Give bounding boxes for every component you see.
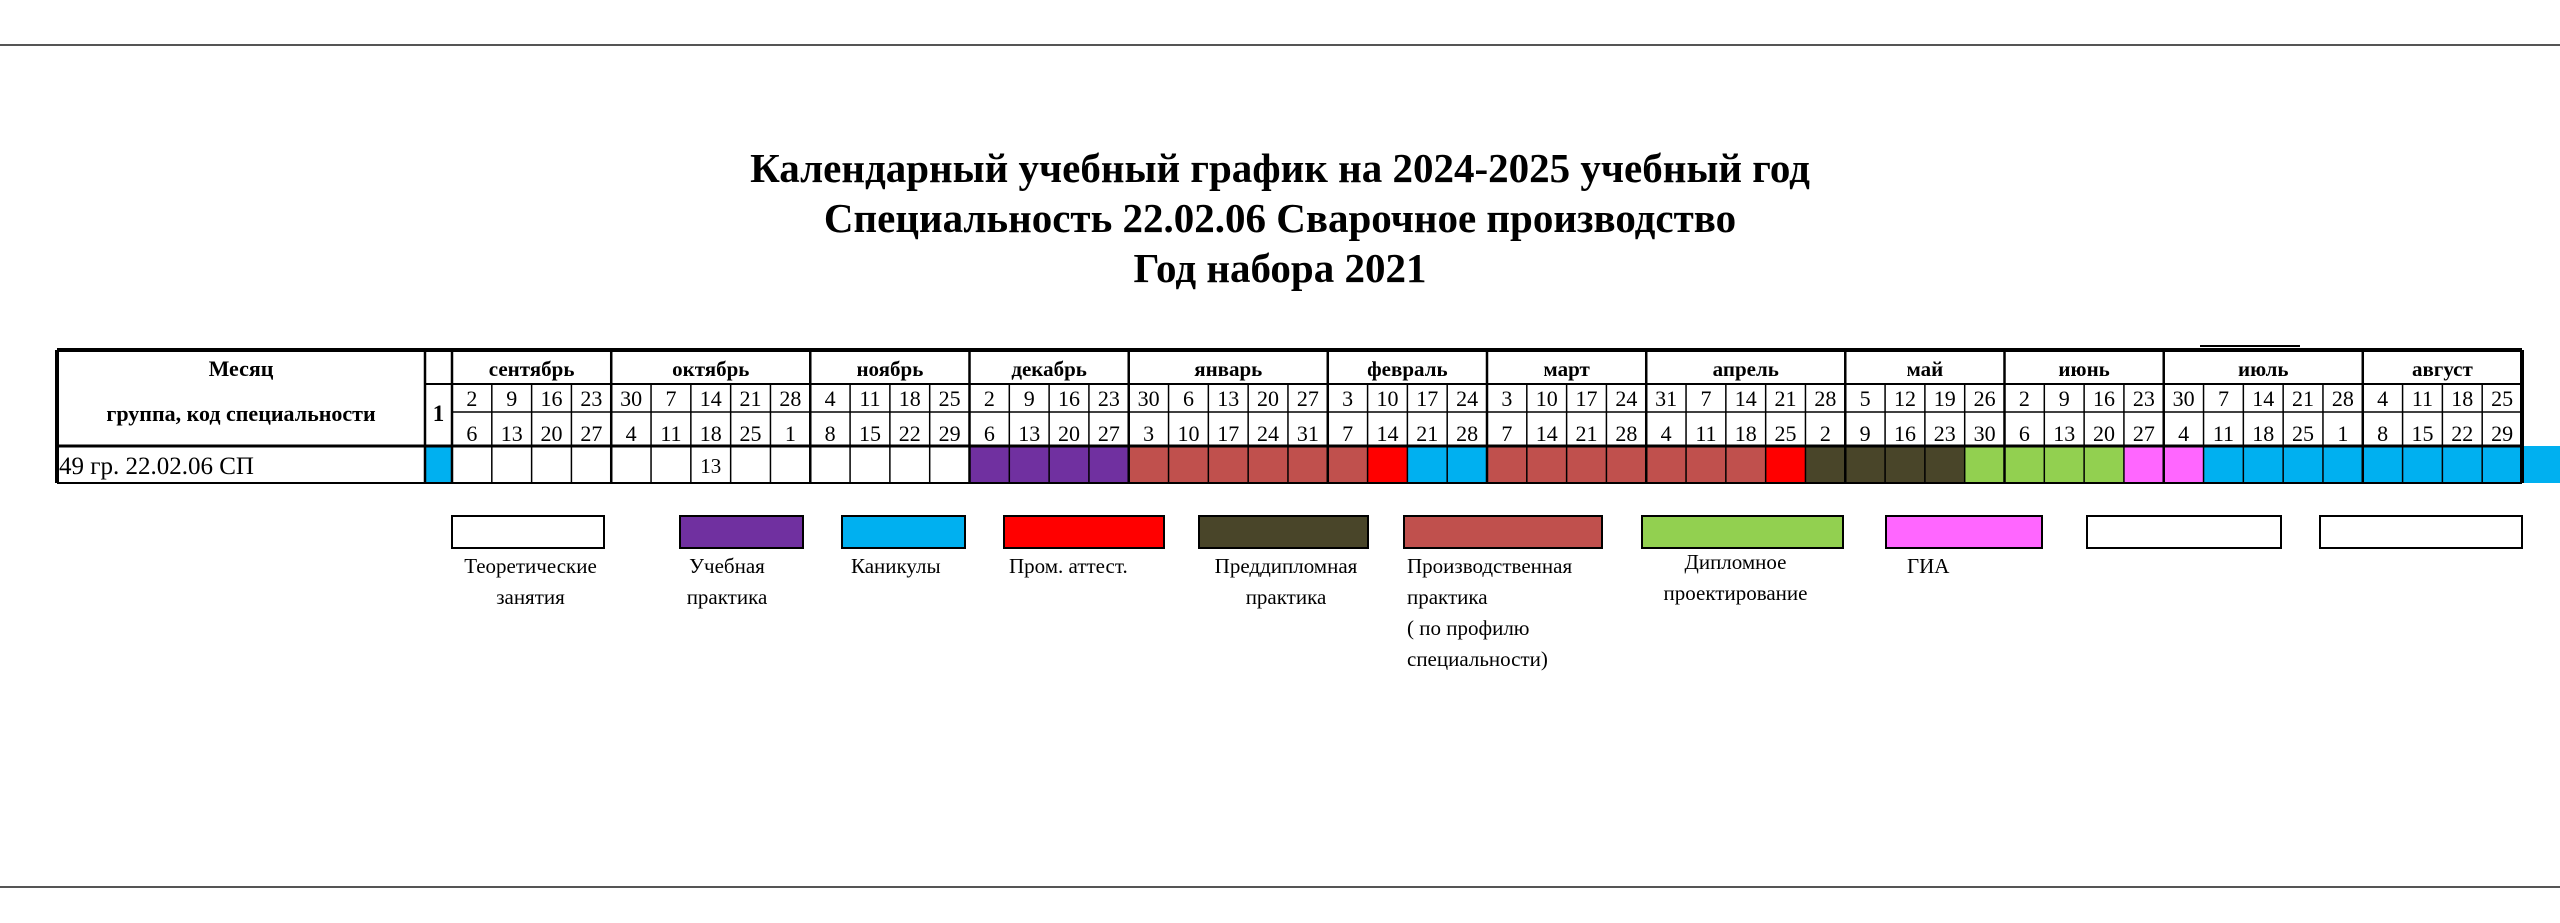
group-week-cell [1487, 446, 1527, 483]
legend-label-up: Учебная практика [686, 554, 768, 609]
week-start-date: 30 [2172, 386, 2195, 411]
week-end-date: 25 [739, 421, 762, 446]
group-week-cell [2124, 446, 2164, 483]
group-week-0-cell [425, 446, 452, 483]
week-end-date: 20 [2093, 421, 2116, 446]
week-start-date: 30 [1137, 386, 1160, 411]
title-line-2: Специальность 22.02.06 Сварочное производство [823, 195, 1737, 241]
group-week-cell [1646, 446, 1686, 483]
week-end-date: 31 [1296, 421, 1319, 446]
group-week-cell [1925, 446, 1965, 483]
week-end-date: 18 [1734, 421, 1757, 446]
group-week-cell [1248, 446, 1288, 483]
legend-swatch-blank2 [2320, 516, 2522, 548]
legend-label-th: Теоретические занятия [464, 554, 597, 609]
group-week-cell [1129, 446, 1169, 483]
group-week-cell [2204, 446, 2244, 483]
group-cell-note: 13 [700, 454, 722, 478]
week-end-date: 28 [1456, 421, 1479, 446]
week-start-date: 18 [2451, 386, 2474, 411]
group-week-cell [2005, 446, 2045, 483]
group-week-cell [611, 446, 651, 483]
legend-swatch-up [680, 516, 803, 548]
week-start-date: 20 [1257, 386, 1280, 411]
group-week-cell [930, 446, 970, 483]
week-end-date: 1 [784, 421, 796, 446]
week-start-date: 18 [898, 386, 921, 411]
week-start-date: 21 [2292, 386, 2315, 411]
week-start-date: 3 [1501, 386, 1513, 411]
group-week-cell [2522, 446, 2560, 483]
group-week-cell [1328, 446, 1368, 483]
group-week-cell [1766, 446, 1806, 483]
group-week-cell [1567, 446, 1607, 483]
week-end-date: 7 [1342, 421, 1354, 446]
month-label: сентябрь [488, 357, 575, 381]
group-week-cell [532, 446, 572, 483]
group-week-cell [2442, 446, 2482, 483]
week-end-date: 4 [1660, 421, 1672, 446]
week-start-date: 28 [1814, 386, 1837, 411]
legend-label-vac: Каникулы [851, 554, 941, 578]
legend-swatch-pdp [1199, 516, 1368, 548]
group-week-cell [1288, 446, 1328, 483]
legend-label-att: Пром. аттест. [1009, 554, 1128, 578]
legend-swatch-vac [842, 516, 965, 548]
group-week-cell [2084, 446, 2124, 483]
week-start-date: 31 [1655, 386, 1678, 411]
week-end-date: 11 [2212, 421, 2235, 446]
week-end-date: 4 [2178, 421, 2190, 446]
week-start-date: 9 [1023, 386, 1035, 411]
group-week-cell [452, 446, 492, 483]
week-end-date: 11 [660, 421, 682, 446]
week-end-date: 1 [2337, 421, 2349, 446]
group-week-cell [571, 446, 611, 483]
group-week-cell [1726, 446, 1766, 483]
week-end-date: 25 [1774, 421, 1797, 446]
week-end-date: 21 [1575, 421, 1598, 446]
week-start-date: 14 [1734, 386, 1757, 411]
week-end-date: 22 [898, 421, 921, 446]
group-week-cell [1845, 446, 1885, 483]
month-label: ноябрь [856, 357, 924, 381]
group-week-cell [1169, 446, 1209, 483]
group-week-cell [970, 446, 1010, 483]
month-label: февраль [1367, 357, 1448, 381]
week-start-date: 16 [1058, 386, 1081, 411]
week-start-date: 10 [1376, 386, 1399, 411]
week-end-date: 20 [1058, 421, 1081, 446]
month-label: август [2411, 357, 2473, 381]
legend-swatch-blank1 [2087, 516, 2281, 548]
week-start-date: 21 [1774, 386, 1797, 411]
week-end-date: 2 [1819, 421, 1831, 446]
month-label: январь [1194, 357, 1263, 381]
legend-swatch-att [1004, 516, 1164, 548]
week-end-date: 8 [824, 421, 836, 446]
week-start-date: 23 [1097, 386, 1120, 411]
week-end-date: 8 [2377, 421, 2389, 446]
week-start-date: 17 [1416, 386, 1439, 411]
group-week-cell [1049, 446, 1089, 483]
week-start-date: 4 [2377, 386, 2389, 411]
month-label: июнь [2058, 357, 2110, 381]
week-start-date: 4 [824, 386, 836, 411]
week-end-date: 27 [580, 421, 603, 446]
week-start-date: 25 [938, 386, 961, 411]
group-week-cell [651, 446, 691, 483]
week-end-date: 4 [625, 421, 637, 446]
week-start-date: 27 [1296, 386, 1319, 411]
week-start-date: 17 [1575, 386, 1598, 411]
week-start-date: 7 [1700, 386, 1712, 411]
week-end-date: 14 [1376, 421, 1399, 446]
title-line-3: Год набора 2021 [1133, 245, 1427, 291]
group-week-cell [2283, 446, 2323, 483]
group-week-cell [1089, 446, 1129, 483]
week-end-date: 29 [2491, 421, 2514, 446]
week-start-date: 2 [983, 386, 995, 411]
week-end-date: 27 [1097, 421, 1120, 446]
week-end-date: 16 [1893, 421, 1916, 446]
week-end-date: 28 [1615, 421, 1638, 446]
week-end-date: 29 [938, 421, 961, 446]
week-start-date: 23 [580, 386, 603, 411]
legend-swatch-dip [1642, 516, 1843, 548]
group-week-cell [2482, 446, 2522, 483]
group-week-cell [1606, 446, 1646, 483]
header-group-label: группа, код специальности [106, 401, 376, 426]
group-week-cell [1009, 446, 1049, 483]
week-start-date: 2 [2018, 386, 2030, 411]
week-start-date: 28 [779, 386, 802, 411]
week-start-date: 14 [699, 386, 722, 411]
week-end-date: 11 [1695, 421, 1717, 446]
week-start-date: 16 [540, 386, 563, 411]
week-start-date: 28 [2331, 386, 2354, 411]
group-week-cell [770, 446, 810, 483]
group-week-cell [850, 446, 890, 483]
week-start-date: 21 [739, 386, 762, 411]
week-start-date: 12 [1893, 386, 1916, 411]
legend-swatch-th [452, 516, 604, 548]
legend-label-dip: Дипломное проектирование [1663, 550, 1808, 605]
title-line-1: Календарный учебный график на 2024-2025 учебный год [750, 145, 1810, 191]
group-week-cell [1965, 446, 2005, 483]
week-end-date: 27 [2132, 421, 2155, 446]
month-label: октябрь [672, 357, 750, 381]
week-start-date: 6 [1182, 386, 1194, 411]
week-start-date: 24 [1456, 386, 1479, 411]
week-end-date: 30 [1973, 421, 1996, 446]
month-label: июль [2237, 357, 2289, 381]
group-week-cell [2044, 446, 2084, 483]
week-end-date: 15 [858, 421, 881, 446]
group-week-cell [1407, 446, 1447, 483]
group-week-cell [2323, 446, 2363, 483]
group-week-cell [1447, 446, 1487, 483]
week-start-date: 7 [665, 386, 677, 411]
month-label: апрель [1712, 357, 1779, 381]
week-end-date: 9 [1859, 421, 1871, 446]
group-week-cell [731, 446, 771, 483]
week-start-date: 7 [2217, 386, 2229, 411]
week-start-date: 11 [2411, 386, 2434, 411]
group-week-cell [2164, 446, 2204, 483]
week-end-date: 15 [2411, 421, 2434, 446]
month-label: март [1543, 357, 1590, 381]
group-week-cell [2363, 446, 2403, 483]
week-end-date: 18 [699, 421, 722, 446]
week-end-date: 6 [983, 421, 995, 446]
week-start-date: 24 [1615, 386, 1638, 411]
week-end-date: 24 [1257, 421, 1280, 446]
group-week-cell [1208, 446, 1248, 483]
month-label: декабрь [1011, 357, 1087, 381]
week-end-date: 13 [2053, 421, 2076, 446]
week-end-date: 6 [2018, 421, 2030, 446]
week-end-date: 7 [1501, 421, 1513, 446]
group-week-cell [492, 446, 532, 483]
week-end-date: 23 [1933, 421, 1956, 446]
week-start-date: 26 [1973, 386, 1996, 411]
week-start-date: 5 [1859, 386, 1871, 411]
legend-swatch-pp [1404, 516, 1602, 548]
group-week-cell [1885, 446, 1925, 483]
week-start-date: 9 [506, 386, 518, 411]
week-start-date: 23 [2132, 386, 2155, 411]
week-start-date: 30 [620, 386, 643, 411]
group-week-cell [1368, 446, 1408, 483]
week-end-date: 25 [2292, 421, 2315, 446]
week-start-date: 3 [1342, 386, 1354, 411]
group-week-cell [1527, 446, 1567, 483]
week-end-date: 13 [500, 421, 523, 446]
header-month-label: Месяц [208, 356, 274, 381]
group-week-cell [2403, 446, 2443, 483]
week-start-date: 9 [2058, 386, 2070, 411]
week-end-date: 17 [1217, 421, 1240, 446]
month-label: май [1906, 357, 1944, 381]
week-end-date: 14 [1535, 421, 1558, 446]
week-start-date: 10 [1535, 386, 1558, 411]
legend-swatch-gia [1886, 516, 2042, 548]
week-start-date: 25 [2491, 386, 2514, 411]
week-start-date: 2 [466, 386, 478, 411]
week-end-date: 18 [2252, 421, 2275, 446]
legend-label-pdp: Преддипломная практика [1214, 554, 1358, 609]
week-end-date: 3 [1143, 421, 1155, 446]
week-end-date: 21 [1416, 421, 1439, 446]
week-start-date: 11 [859, 386, 881, 411]
group-week-cell [2243, 446, 2283, 483]
week-end-date: 6 [466, 421, 478, 446]
week-start-date: 19 [1933, 386, 1956, 411]
group-week-cell [1805, 446, 1845, 483]
legend-label-pp: Производственная практика ( по профилю специальности) [1407, 554, 1573, 671]
week-start-date: 14 [2252, 386, 2275, 411]
group-week-cell [1686, 446, 1726, 483]
week-end-date: 22 [2451, 421, 2474, 446]
week-end-date: 13 [1018, 421, 1041, 446]
group-week-cell [890, 446, 930, 483]
legend-label-gia: ГИА [1907, 554, 1950, 578]
group-week-cell [810, 446, 850, 483]
week-start-date: 16 [2093, 386, 2116, 411]
week-end-date: 10 [1177, 421, 1200, 446]
week-end-date: 20 [540, 421, 563, 446]
group-row-label: 49 гр. 22.02.06 СП [59, 453, 254, 480]
week-start-date: 13 [1217, 386, 1240, 411]
first-week-label: 1 [432, 401, 445, 426]
